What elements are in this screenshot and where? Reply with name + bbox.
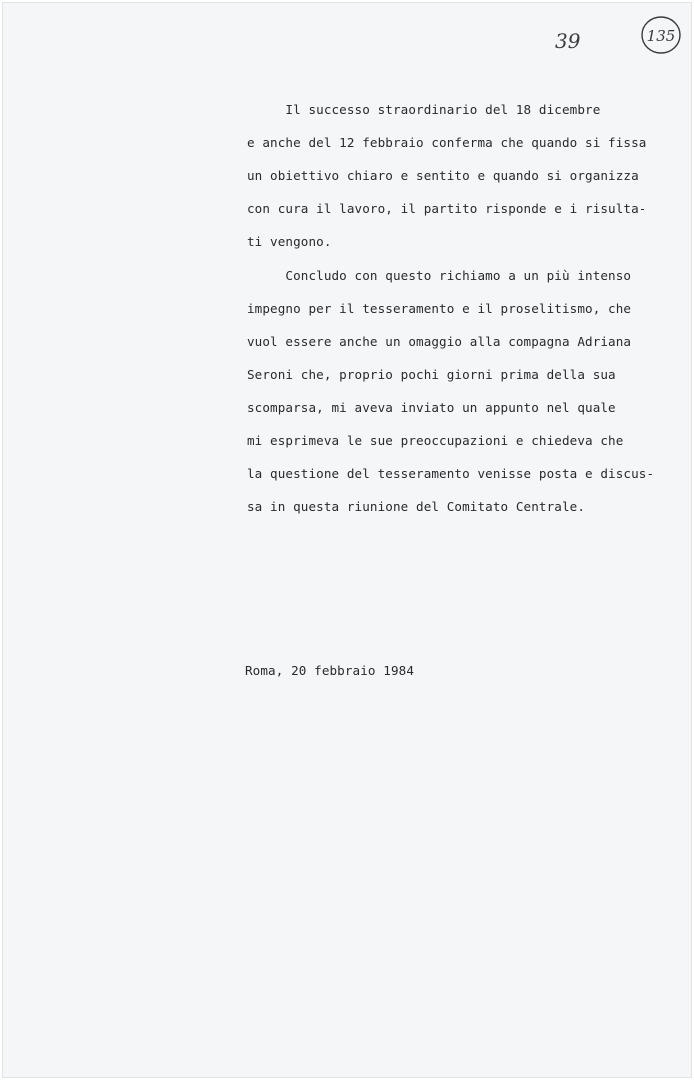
paragraph-2-line-5: scomparsa, mi aveva inviato un appunto nel quale — [247, 400, 616, 415]
paragraph-1-line-1: Il successo straordinario del 18 dicembre — [247, 102, 601, 117]
paragraph-2-line-7: la questione del tesseramento venisse posta e discus- — [247, 466, 655, 481]
place-date-line: Roma, 20 febbraio 1984 — [245, 663, 415, 678]
paragraph-1-line-3: un obiettivo chiaro e sentito e quando si organizza — [247, 168, 639, 183]
paragraph-2-line-2: impegno per il tesseramento e il proselitismo, che — [247, 301, 632, 316]
paragraph-1-line-2: e anche del 12 febbraio conferma che quando si fissa — [247, 135, 647, 150]
handwritten-page-number: 39 — [555, 29, 581, 53]
paragraph-2-line-4: Seroni che, proprio pochi giorni prima della sua — [247, 367, 616, 382]
document-page — [2, 2, 692, 1078]
circled-number-text: 135 — [646, 27, 676, 45]
paragraph-2-line-1: Concludo con questo richiamo a un più intenso — [247, 268, 632, 283]
paragraph-1-line-5: ti vengono. — [247, 234, 332, 249]
paragraph-2-line-8: sa in questa riunione del Comitato Centrale. — [247, 499, 586, 514]
paragraph-2-line-3: vuol essere anche un omaggio alla compagna Adriana — [247, 334, 632, 349]
paragraph-1-line-4: con cura il lavoro, il partito risponde e i risulta- — [247, 201, 647, 216]
circled-page-number-stamp — [639, 13, 683, 57]
paragraph-2-line-6: mi esprimeva le sue preoccupazioni e chiedeva che — [247, 433, 624, 448]
